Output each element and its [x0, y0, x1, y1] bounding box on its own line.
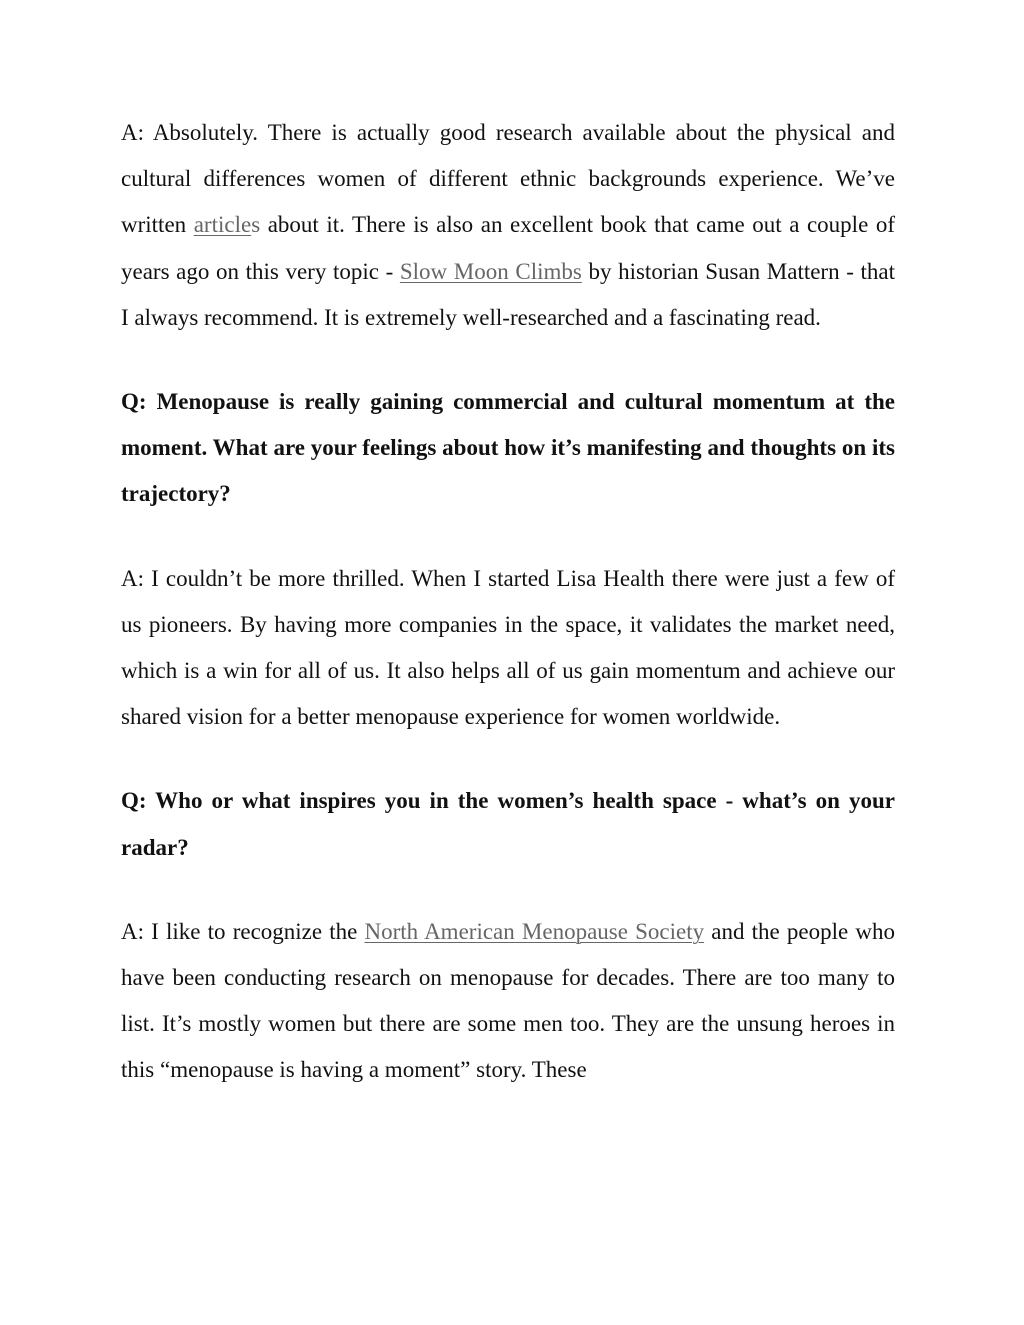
question-paragraph-momentum	[121, 379, 895, 518]
paragraph-text: Q: Who or what inspires you in the women’s health space - what’s on your radar?	[121, 788, 895, 860]
answer-paragraph-research	[121, 110, 895, 341]
document-page	[121, 110, 895, 1132]
paragraph-text: and the people who have been conducting research on menopause for decades. There are too many to list. It’s mostly women but there are some men too. They are the unsung heroes in this “menopause is having a moment” story. These	[121, 918, 895, 1083]
paragraph-text: A: Absolutely. There is actually good research available about the physical and cultural differences women of different ethnic backgrounds experience. We’ve written	[121, 120, 895, 238]
slow-moon-climbs-link[interactable]: Slow Moon Climbs	[399, 258, 582, 284]
paragraph-text: A: I couldn’t be more thrilled. When I started Lisa Health there were just a few of us pioneers. By having more companies in the space, it validates the market need, which is a win for all of us. It also helps all of us gain momentum and achieve our shared vision for a better menopause experience for women worldwide.	[121, 565, 895, 730]
question-paragraph-inspiration	[121, 778, 895, 870]
paragraph-text: Q: Menopause is really gaining commercial and cultural momentum at the moment. What are your feelings about how it’s manifesting and thoughts on its trajectory?	[121, 389, 895, 507]
answer-paragraph-thrilled	[121, 556, 895, 741]
paragraph-text: A: I like to recognize the	[121, 918, 365, 944]
north-american-menopause-society-link[interactable]: North American Menopause Society	[364, 918, 705, 944]
paragraph-text: about it. There is also an excellent book that came out a couple of years ago on this very topic -	[121, 212, 895, 284]
answer-paragraph-nams	[121, 909, 895, 1094]
articles-link-suffix: s	[251, 212, 261, 238]
paragraph-text: by historian Susan Mattern - that I always recommend. It is extremely well-researched and a fascinating read.	[121, 258, 895, 330]
articles-link[interactable]: article	[193, 212, 252, 238]
